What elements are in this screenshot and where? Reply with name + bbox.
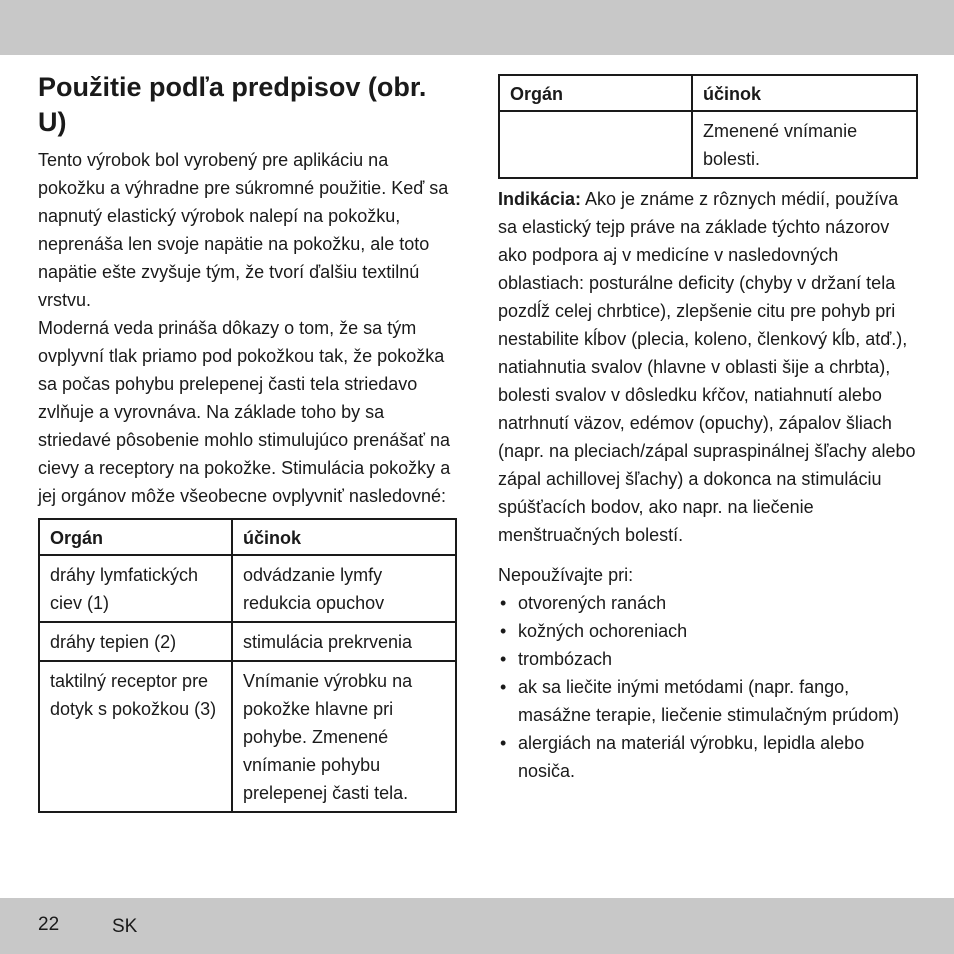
list-item: • otvorených ranách [498,589,918,617]
page-title: Použitie podľa predpisov (obr. U) [38,72,427,137]
column-header-organ: Orgán [499,75,692,111]
table-row [39,555,456,622]
table-cell-effect: Zmenené vnímanie bolesti. [692,111,917,178]
indication-label: Indikácia: [498,189,582,209]
table-header-row [39,519,456,555]
page-number: 22 [38,914,60,935]
table-cell-organ: dráhy tepien (2) [39,622,232,661]
table-cell-organ [499,111,692,178]
indication-paragraph [498,185,918,549]
table-cell-organ: dráhy lymfatických ciev (1) [39,555,232,622]
table-row [39,661,456,812]
footer-bar [0,898,954,954]
intro-paragraph-1: Tento výrobok bol vyrobený pre aplikáciu na pokožku a výhradne pre súkromné použitie. Keď sa napnutý elastický výrobok nalepí na pokožku, neprenáša len svoje napätie na pokožku, ale toto napätie ešte zvyšuje tým, že tvorí ďalšiu textilnú vrstvu. [38,150,449,310]
language-code: SK [112,916,138,937]
table-row [39,622,456,661]
column-header-effect: účinok [232,519,456,555]
do-not-use-title: Nepoužívajte pri: [498,565,634,585]
indication-text: Ako je známe z rôznych médií, používa sa elastický tejp práve na základe týchto názorov ako podpora aj v medicíne v nasledovných oblastiach: posturálne deficity (chyby v držaní tela pozdĺž celej chrbtice), zlepšenie citu pre pohyb pri nestabilite kĺbov (plecia, koleno, členkový kĺb, atď.), natiahnutia svalov (hlavne v oblasti šije a chrbta), bolesti svalov v dôsledku kŕčov, natiahnutí alebo natrhnutí väzov, edémov (opuchy), zápalov šliach (napr. na pleciach/zápal supraspinálnej šľachy alebo zápal achillovej šľachy) a dokonca na stimuláciu spúšťacích bodov, ako napr. na liečenie menštruačných bolestí. [498,189,916,545]
column-header-effect: účinok [692,75,917,111]
table-cell-effect: Vnímanie výrobku na pokožke hlavne pri pohybe. Zmenené vnímanie pohybu prelepenej časti tela. [232,661,456,812]
table-row [499,111,917,178]
table-cell-effect: stimulácia prekrvenia [232,622,456,661]
column-header-organ: Orgán [39,519,232,555]
list-item: • trombózach [498,645,918,673]
table-cell-effect: odvádzanie lymfy redukcia opuchov [232,555,456,622]
right-column [498,74,918,785]
intro-paragraph-2: Moderná veda prináša dôkazy o tom, že sa tým ovplyvní tlak priamo pod pokožkou tak, že pokožka sa počas pohybu prelepenej časti tela striedavo zvlňuje a vyrovnáva. Na základe toho by sa striedavé pôsobenie mohlo stimulujúco prenášať na cievy a receptory na pokožke. Stimulácia pokožky a jej orgánov môže všeobecne ovplyvniť nasledovné: [38,318,451,506]
organ-effect-table-continued [498,74,918,179]
list-item: • ak sa liečite inými metódami (napr. fango, masážne terapie, liečenie stimulačným prúdom) [498,673,918,729]
header-bar [0,0,954,55]
do-not-use-list [498,589,918,785]
left-column [38,70,458,813]
list-item: • kožných ochoreniach [498,617,918,645]
table-header-row [499,75,917,111]
list-item: • alergiách na materiál výrobku, lepidla alebo nosiča. [498,729,918,785]
organ-effect-table [38,518,457,813]
table-cell-organ: taktilný receptor pre dotyk s pokožkou (3) [39,661,232,812]
